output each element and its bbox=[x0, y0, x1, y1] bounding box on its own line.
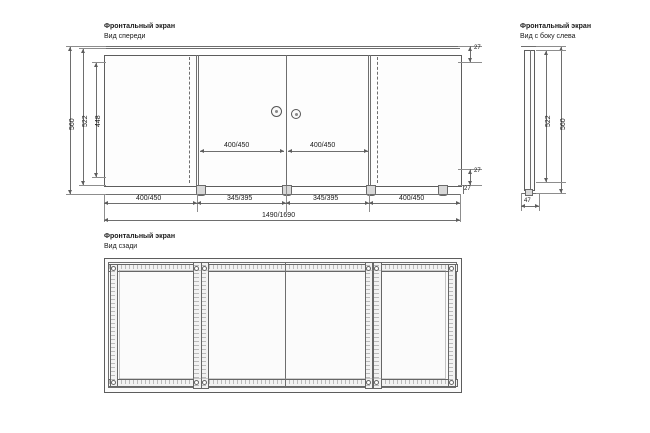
side-ext-bot-2 bbox=[536, 193, 566, 194]
back-stile-5-hatch bbox=[374, 263, 379, 386]
back-inner-top bbox=[108, 262, 456, 263]
back-stile-6-hatch bbox=[449, 265, 453, 384]
dim-total-arrow-l bbox=[104, 218, 108, 222]
dim-bot-3-line bbox=[286, 203, 369, 204]
side-view-subtitle: Вид с боку слева bbox=[520, 33, 576, 40]
dim-27-leg-label: 27 bbox=[464, 186, 471, 192]
dim-total-label: 1490/1690 bbox=[262, 212, 296, 219]
back-panel-edge-1 bbox=[119, 270, 120, 379]
dim-27-bot-label: 27 bbox=[474, 168, 481, 174]
side-ext-bot-1 bbox=[536, 182, 566, 183]
ext-line-bot-mid bbox=[79, 185, 106, 186]
dim-448-arrow-top bbox=[94, 63, 98, 67]
back-screw-7 bbox=[366, 266, 371, 271]
bot-ext-5 bbox=[460, 194, 461, 222]
side-dim-560-label: 560 bbox=[560, 118, 567, 130]
dim-27-top-arrow-u bbox=[468, 47, 472, 51]
side-depth-ext-2 bbox=[539, 193, 540, 211]
ext-line-bot-outer bbox=[66, 194, 106, 195]
front-split-2 bbox=[286, 55, 287, 185]
dim-bot-1-line bbox=[104, 203, 197, 204]
side-dim-522-label: 522 bbox=[545, 115, 552, 127]
dim-inner-right-line bbox=[288, 151, 368, 152]
side-ext-top-2 bbox=[536, 46, 566, 47]
front-split-3 bbox=[368, 55, 369, 185]
front-body-panel bbox=[104, 55, 462, 187]
side-dim-522-arrow-u bbox=[544, 51, 548, 55]
dim-inner-left-label: 400/450 bbox=[224, 142, 250, 149]
front-hidden-edge-2 bbox=[377, 57, 378, 183]
dim-27-bot-arrow-u bbox=[468, 170, 472, 174]
dim-bot-4-line bbox=[369, 203, 460, 204]
back-center-line bbox=[285, 262, 286, 387]
back-view-subtitle: Вид сзади bbox=[104, 243, 138, 250]
dim-bot-4-arrow-l bbox=[369, 201, 373, 205]
dim-bot-3-arrow-l bbox=[286, 201, 290, 205]
ext-line-top-outer bbox=[66, 46, 106, 47]
dim-bot-1-arrow-l bbox=[104, 201, 108, 205]
dim-inner-right-arrow-r bbox=[364, 149, 368, 153]
back-rail-bottom-hatch bbox=[109, 380, 455, 384]
bot-ext-3 bbox=[286, 186, 287, 212]
dim-inner-left-arrow-l bbox=[200, 149, 204, 153]
dim-560-label: 560 bbox=[69, 118, 76, 130]
back-screw-3 bbox=[194, 266, 199, 271]
back-screw-2 bbox=[111, 380, 116, 385]
back-body-panel bbox=[104, 258, 462, 393]
side-view-title: Фронтальный экран bbox=[520, 23, 592, 30]
dim-total-arrow-r bbox=[456, 218, 460, 222]
back-screw-6 bbox=[202, 380, 207, 385]
back-stile-2-hatch bbox=[194, 263, 199, 386]
dim-inner-left-arrow-r bbox=[280, 149, 284, 153]
back-panel-edge-2 bbox=[445, 270, 446, 379]
ext-line-top-mid bbox=[79, 48, 106, 49]
front-split-1 bbox=[196, 55, 197, 185]
side-ext-top-1 bbox=[536, 50, 566, 51]
back-screw-9 bbox=[374, 266, 379, 271]
back-inner-left bbox=[108, 262, 109, 387]
dim-bot-2-line bbox=[197, 203, 286, 204]
back-screw-10 bbox=[374, 380, 379, 385]
back-rail-top-hatch bbox=[109, 265, 455, 269]
dim-inner-right-label: 400/450 bbox=[310, 142, 336, 149]
side-leg bbox=[525, 189, 533, 196]
back-screw-5 bbox=[202, 266, 207, 271]
dim-inner-left-line bbox=[200, 151, 284, 152]
ext-line-top-inner bbox=[92, 62, 106, 63]
dim-inner-right-arrow-l bbox=[288, 149, 292, 153]
back-screw-4 bbox=[194, 380, 199, 385]
back-panel-edge-4 bbox=[119, 378, 445, 379]
back-screw-11 bbox=[449, 266, 454, 271]
front-split-1b bbox=[198, 55, 199, 185]
dim-27-top-label: 27 bbox=[474, 45, 481, 51]
front-split-3b bbox=[370, 55, 371, 185]
dim-bot-2-arrow-l bbox=[197, 201, 201, 205]
dim-448-label: 448 bbox=[95, 115, 102, 127]
dim-bot-4-label: 400/450 bbox=[399, 195, 425, 202]
back-panel-edge-3 bbox=[119, 270, 445, 271]
dim-522-arrow-top bbox=[81, 49, 85, 53]
dim-bot-4-arrow-r bbox=[456, 201, 460, 205]
dim-bot-1-label: 400/450 bbox=[136, 195, 162, 202]
handle-knob-left[interactable] bbox=[271, 106, 282, 117]
side-depth-arrow-r bbox=[535, 204, 539, 208]
back-inner-bottom bbox=[108, 387, 456, 388]
side-depth-label: 47 bbox=[524, 198, 531, 204]
side-inner-line bbox=[530, 50, 531, 189]
back-stile-4-hatch bbox=[366, 263, 370, 386]
front-view-subtitle: Вид спереди bbox=[104, 33, 146, 40]
back-stile-1-hatch bbox=[111, 265, 115, 384]
front-hidden-edge-1 bbox=[189, 57, 190, 183]
back-inner-right bbox=[456, 262, 457, 387]
dim-560-arrow-top bbox=[68, 47, 72, 51]
dim-bot-3-label: 345/395 bbox=[313, 195, 339, 202]
ext-line-bot-inner bbox=[92, 177, 106, 178]
front-view-title: Фронтальный экран bbox=[104, 23, 176, 30]
dim-total-line bbox=[104, 220, 460, 221]
back-screw-8 bbox=[366, 380, 371, 385]
front-top-rail-2 bbox=[104, 48, 460, 49]
front-top-rail bbox=[104, 46, 460, 47]
back-stile-3-hatch bbox=[202, 263, 206, 386]
dim-27-top-arrow-d bbox=[468, 58, 472, 62]
side-depth-ext-1 bbox=[521, 193, 522, 211]
back-view-title: Фронтальный экран bbox=[104, 233, 176, 240]
back-screw-1 bbox=[111, 266, 116, 271]
dim-bot-2-label: 345/395 bbox=[227, 195, 253, 202]
ext-right-top-2 bbox=[458, 62, 482, 63]
dim-522-label: 522 bbox=[82, 115, 89, 127]
back-screw-12 bbox=[449, 380, 454, 385]
handle-knob-right[interactable] bbox=[291, 109, 301, 119]
